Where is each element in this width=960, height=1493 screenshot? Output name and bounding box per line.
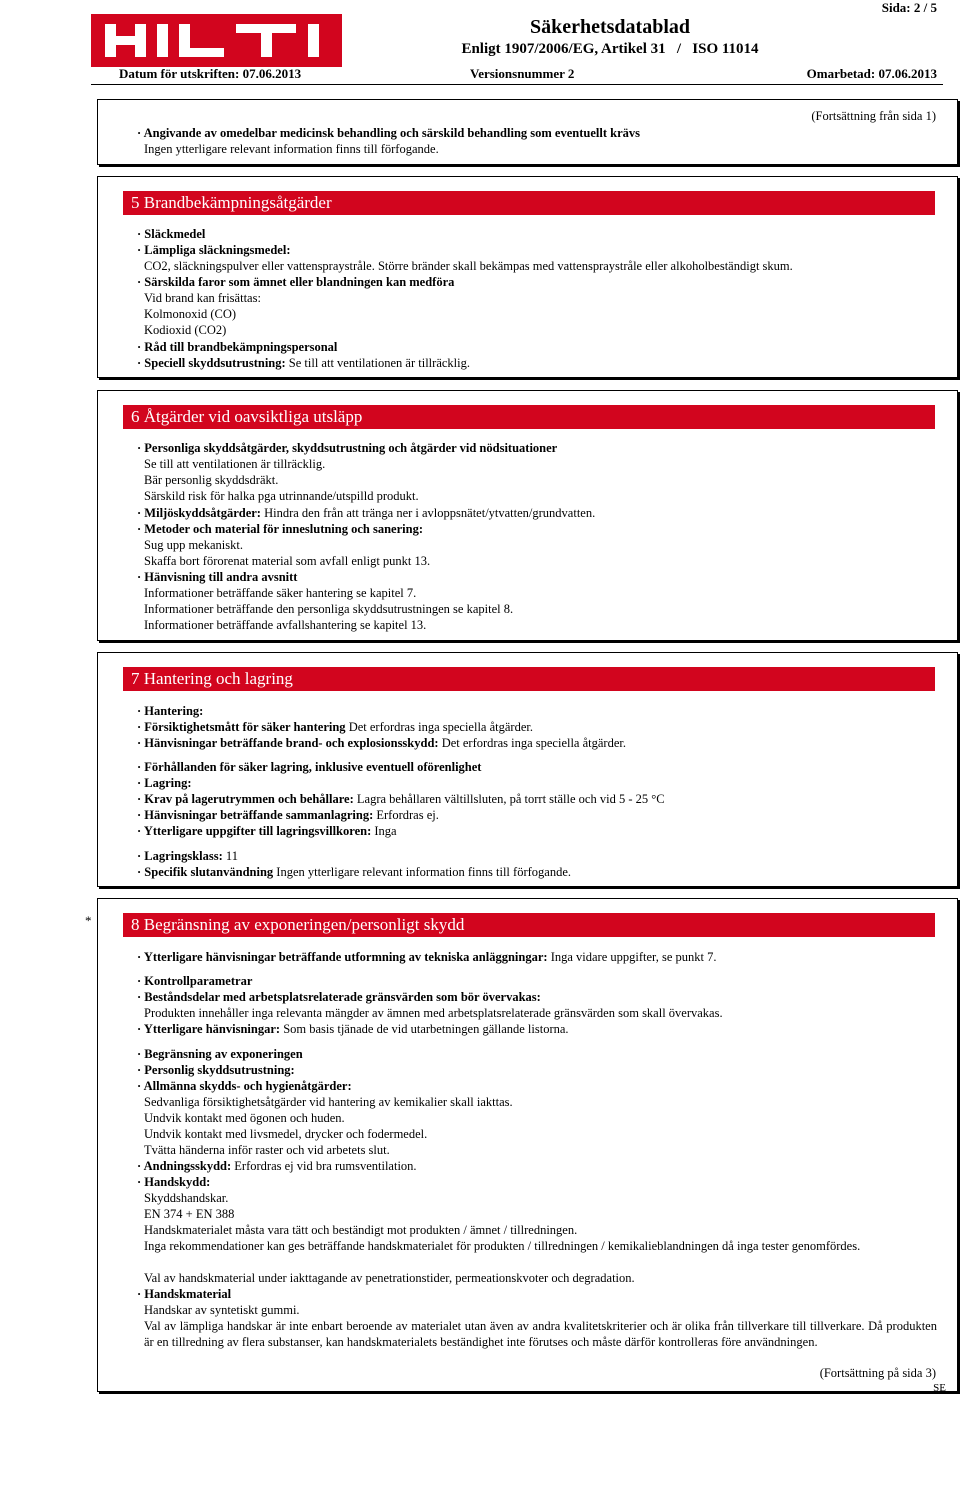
s6-line-8: Skaffa bort förorenat material som avfall enligt punkt 13.	[144, 554, 431, 568]
s5-line-3: CO2, släckningspulver eller vattenspraystråle. Större bränder skall bekämpas med vattenspraystråle eller alkoholbeständigt skum.	[144, 259, 793, 273]
s4-line-2: Ingen ytterligare relevant information finns till förfogande.	[144, 142, 439, 156]
s8-line-21: Handskar av syntetiskt gummi.	[144, 1303, 300, 1317]
section-8-title: 8 Begränsning av exponeringen/personligt skydd	[123, 913, 935, 937]
version-number: Versionsnummer 2	[470, 66, 575, 81]
continued-to: (Fortsättning på sida 3)	[819, 1366, 936, 1380]
document-subtitle: Enligt 1907/2006/EG, Artikel 31 / ISO 11014	[461, 41, 759, 57]
s8-line-9: Sedvanliga försiktighetsåtgärder vid hantering av kemikalier skall iakttas.	[144, 1095, 513, 1109]
s5-line-9-label: · Speciell skyddsutrustning:	[137, 356, 286, 370]
s8-line-8: · Allmänna skydds- och hygienåtgärder:	[137, 1079, 352, 1093]
s7-line-5: · Lagring:	[137, 776, 192, 790]
s7-line-3	[137, 735, 937, 751]
s7-line-2-label: · Försiktighetsmått för säker hantering	[137, 720, 346, 734]
s8-line-1-label: · Ytterligare hänvisningar beträffande utformning av tekniska anläggningar:	[137, 950, 548, 964]
s8-line-1	[137, 949, 937, 965]
s7-line-10	[137, 864, 937, 880]
s5-line-7: Kodioxid (CO2)	[144, 323, 227, 337]
s5-line-5: Vid brand kan frisättas:	[144, 291, 261, 305]
s5-line-6: Kolmonoxid (CO)	[144, 307, 237, 321]
s7-line-1: · Hantering:	[137, 704, 204, 718]
hilti-logo	[91, 14, 342, 67]
s7-line-6	[137, 791, 937, 807]
s6-line-5-label: · Miljöskyddsåtgärder:	[137, 506, 261, 520]
s8-line-19: Val av handskmaterial under iakttagande av penetrationstider, permeationskvoter och degradation.	[144, 1271, 635, 1285]
s7-line-2	[137, 719, 937, 735]
s7-line-4: · Förhållanden för säker lagring, inklusive eventuell oförenlighet	[137, 760, 482, 774]
s5-line-1: · Släckmedel	[137, 227, 206, 241]
revised-date: Omarbetad: 07.06.2013	[806, 66, 937, 81]
s8-line-5-label: · Ytterligare hänvisningar:	[137, 1022, 281, 1036]
s8-line-11: Undvik kontakt med livsmedel, drycker och fodermedel.	[144, 1127, 428, 1141]
hilti-logo-graphic	[91, 14, 342, 67]
s7-line-3-label: · Hänvisningar beträffande brand- och explosionsskydd:	[137, 736, 439, 750]
s4-line-1: · Angivande av omedelbar medicinsk behandling och särskild behandling som eventuellt krävs	[137, 126, 640, 140]
revision-star: *	[85, 913, 92, 928]
section-6-title: 6 Åtgärder vid oavsiktliga utsläpp	[123, 405, 935, 429]
s8-line-17: Handskmaterialet måsta vara tätt och beständigt mot produkten / ämnet / tillredningen.	[144, 1223, 578, 1237]
s8-line-13-value: Erfordras ej vid bra rumsventilation.	[231, 1159, 417, 1173]
s8-line-2: · Kontrollparametrar	[137, 974, 253, 988]
s6-line-3: Bär personlig skyddsdräkt.	[144, 473, 279, 487]
s8-line-7: · Personlig skyddsutrustning:	[137, 1063, 295, 1077]
s5-line-9	[137, 355, 937, 371]
s8-line-20: · Handskmaterial	[137, 1287, 232, 1301]
header-divider	[91, 84, 943, 85]
s6-line-12: Informationer beträffande avfallshantering se kapitel 13.	[144, 618, 427, 632]
section-7-title: 7 Hantering och lagring	[123, 667, 935, 691]
page-number: Sida: 2 / 5	[881, 0, 937, 15]
print-date: Datum för utskriften: 07.06.2013	[119, 66, 302, 81]
s7-line-8-value: Inga	[371, 824, 397, 838]
s7-line-7	[137, 807, 937, 823]
s7-line-2-value: Det erfordras inga speciella åtgärder.	[345, 720, 533, 734]
s7-line-6-value: Lagra behållaren vältillsluten, på torrt ställe och vid 5 - 25 °C	[353, 792, 665, 806]
s8-line-4: Produkten innehåller inga relevanta mängder av ämnen med arbetsplatsrelaterade gränsvärden som skall övervakas.	[144, 1006, 723, 1020]
s7-line-9-value: 11	[222, 849, 238, 863]
s5-line-2: · Lämpliga släckningsmedel:	[137, 243, 291, 257]
s7-line-9	[137, 848, 937, 864]
s7-line-7-value: Erfordras ej.	[373, 808, 439, 822]
s6-line-1: · Personliga skyddsåtgärder, skyddsutrustning och åtgärder vid nödsituationer	[137, 441, 558, 455]
s6-line-11: Informationer beträffande den personliga skyddsutrustningen se kapitel 8.	[144, 602, 514, 616]
s8-line-15: Skyddshandskar.	[144, 1191, 229, 1205]
s7-line-10-value: Ingen ytterligare relevant information finns till förfogande.	[273, 865, 571, 879]
s6-line-5	[137, 505, 937, 521]
s8-line-16: EN 374 + EN 388	[144, 1207, 235, 1221]
s8-line-1-value: Inga vidare uppgifter, se punkt 7.	[547, 950, 717, 964]
s7-line-8-label: · Ytterligare uppgifter till lagringsvillkoren:	[137, 824, 372, 838]
document-title: Säkerhetsdatablad	[529, 16, 691, 38]
s6-line-2: Se till att ventilationen är tillräcklig.	[144, 457, 326, 471]
s8-line-12: Tvätta händerna inför raster och vid arbetets slut.	[144, 1143, 390, 1157]
s8-line-18: Inga rekommendationer kan ges beträffande handskmaterialet för produkten / tillredningen / kemikalieblandningen då inga tester genomfördes.	[144, 1239, 861, 1253]
s7-line-9-label: · Lagringsklass:	[137, 849, 223, 863]
s8-line-13-label: · Andningsskydd:	[137, 1159, 232, 1173]
section-5-title: 5 Brandbekämpningsåtgärder	[123, 191, 935, 215]
s8-line-14: · Handskydd:	[137, 1175, 211, 1189]
s6-line-10: Informationer beträffande säker hantering se kapitel 7.	[144, 586, 417, 600]
s8-line-13	[137, 1158, 937, 1174]
s7-line-3-value: Det erfordras inga speciella åtgärder.	[438, 736, 626, 750]
s6-line-6: · Metoder och material för inneslutning och sanering:	[137, 522, 423, 536]
continued-from: (Fortsättning från sida 1)	[811, 109, 936, 123]
s8-line-22: Val av lämpliga handskar är inte enbart beroende av materialet utan även av andra kvalitetskriterier och är olika från tillverkare till tillverkare. Då produkten är en tillredning av flera substanser, kan handskmaterialets beständighet inte förutses och måste därför kontrolleras före användningen.	[144, 1319, 937, 1349]
s6-line-4: Särskild risk för halka pga utrinnande/utspilld produkt.	[144, 489, 419, 503]
s6-line-7: Sug upp mekaniskt.	[144, 538, 243, 552]
s7-line-8	[137, 823, 937, 839]
s6-line-9: · Hänvisning till andra avsnitt	[137, 570, 298, 584]
s7-line-10-label: · Specifik slutanvändning	[137, 865, 274, 879]
s7-line-7-label: · Hänvisningar beträffande sammanlagring:	[137, 808, 374, 822]
s5-line-4: · Särskilda faror som ämnet eller blandningen kan medföra	[137, 275, 455, 289]
s8-line-5	[137, 1021, 937, 1037]
s8-line-10: Undvik kontakt med ögonen och huden.	[144, 1111, 345, 1125]
s8-line-5-value: Som basis tjänade de vid utarbetningen gällande listorna.	[280, 1022, 569, 1036]
s7-line-6-label: · Krav på lagerutrymmen och behållare:	[137, 792, 354, 806]
s5-line-8: · Råd till brandbekämpningspersonal	[137, 340, 338, 354]
language-code: SE	[933, 1382, 946, 1394]
s6-line-5-value: Hindra den från att tränga ner i avloppsnätet/ytvatten/grundvatten.	[260, 506, 596, 520]
s5-line-9-value: Se till att ventilationen är tillräcklig.	[285, 356, 470, 370]
s8-line-6: · Begränsning av exponeringen	[137, 1047, 303, 1061]
s8-line-3: · Beståndsdelar med arbetsplatsrelaterade gränsvärden som bör övervakas:	[137, 990, 541, 1004]
